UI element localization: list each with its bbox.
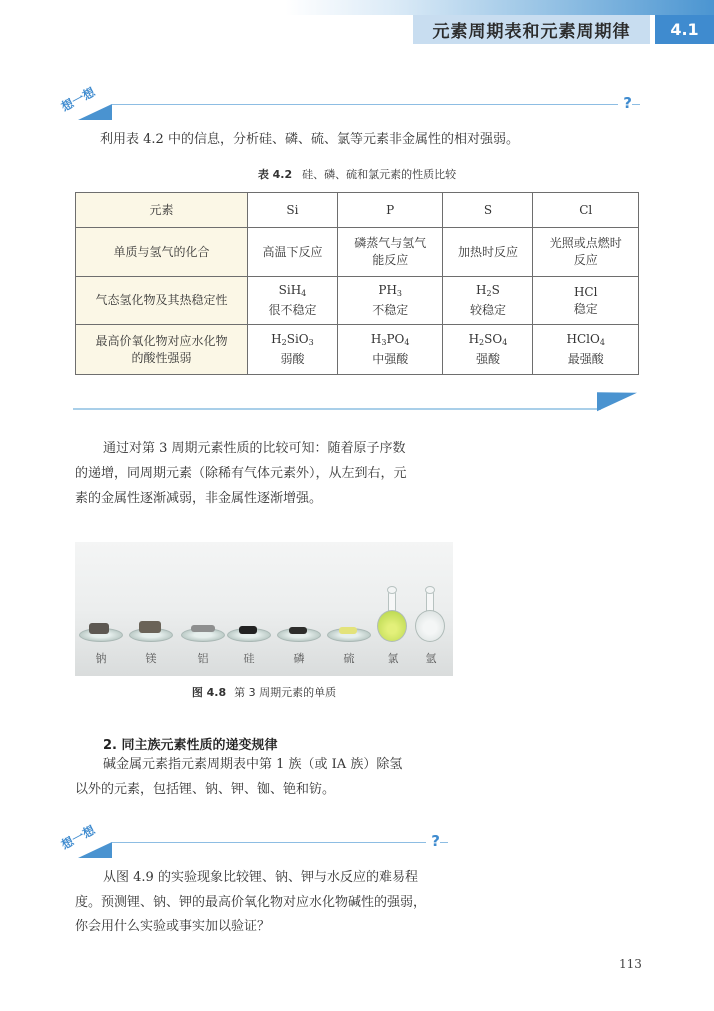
table-cell: HClO$_4$ 最强酸	[533, 325, 639, 375]
table-header-cell: S	[443, 193, 533, 228]
table-header-cell: Si	[248, 193, 338, 228]
divider	[440, 842, 448, 843]
table-caption-text: 硅、磷、硫和氯元素的性质比较	[302, 168, 457, 181]
table-cell: $H_2S$ 较稳定	[443, 277, 533, 325]
table-caption	[76, 166, 638, 182]
photo-label: 铝	[197, 652, 209, 665]
table-header-cell: P	[337, 193, 443, 228]
formula: HCl	[573, 284, 598, 299]
flask-argon	[415, 586, 445, 642]
table-header-cell: Cl	[533, 193, 639, 228]
formula: $H_3PO_4$	[370, 332, 410, 347]
body-line: 的递增，同周期元素（除稀有气体元素外），从左到右，元	[75, 466, 407, 481]
think-prompt-1: 利用表 4.2 中的信息，分析硅、磷、硫、氯等元素非金属性的相对强弱。	[100, 132, 519, 147]
think-prompt-2: 你会用什么实验或事实加以验证？	[75, 919, 271, 934]
table-cell: 光照或点燃时 反应	[533, 228, 639, 277]
element-properties-table	[75, 192, 639, 375]
sodium-sample	[89, 623, 109, 634]
think-tag-label: 想一想	[58, 84, 98, 115]
photo-label: 硅	[243, 652, 255, 665]
question-mark-icon: ?	[623, 94, 632, 112]
photo-label: 氩	[425, 652, 437, 665]
flask-chlorine	[377, 586, 407, 642]
row-label: 气态氢化物及其热稳定性	[76, 277, 248, 325]
table-cell: $H_2SO_4$ 强酸	[443, 325, 533, 375]
photo-label: 磷	[293, 652, 305, 665]
divider	[112, 842, 426, 843]
formula: $H_2SO_4$	[468, 332, 508, 347]
table-cell: 加热时反应	[443, 228, 533, 277]
figure-caption-text: 第 3 周期元素的单质	[234, 686, 337, 699]
section-heading: 2. 同主族元素性质的递变规律	[103, 738, 278, 753]
wedge-icon	[78, 842, 112, 858]
table-cell: $H_3PO_4$ 中强酸	[337, 325, 443, 375]
body-line: 素的金属性逐渐减弱，非金属性逐渐增强。	[75, 491, 323, 506]
body-line: 通过对第 3 周期元素性质的比较可知：随着原子序数	[103, 441, 406, 456]
divider	[112, 104, 618, 105]
table-cell: 磷蒸气与氢气 能反应	[337, 228, 443, 277]
magnesium-sample	[139, 621, 161, 633]
figure-caption	[75, 684, 453, 700]
think-box-header-1	[58, 84, 640, 132]
think-prompt-2: 从图 4.9 的实验现象比较锂、钠、钾与水反应的难易程	[103, 870, 418, 885]
table-cell: $PH_3$ 不稳定	[337, 277, 443, 325]
table-header-cell: 元素	[76, 193, 248, 228]
formula: $H_2S$	[476, 283, 500, 298]
think-tag-label: 想一想	[58, 822, 98, 853]
table-header-row	[76, 193, 639, 228]
table-caption-number: 表 4.2	[257, 168, 293, 181]
photo-label: 氯	[387, 652, 399, 665]
formula: $H_2SiO_3$	[271, 332, 314, 347]
think-prompt-2: 度。预测锂、钠、钾的最高价氧化物对应水化物碱性的强弱，	[75, 895, 427, 910]
table-cell: SiH$_4$ 很不稳定	[248, 277, 338, 325]
table-row	[76, 228, 639, 277]
table-row	[76, 325, 639, 375]
phosphorus-sample	[289, 627, 307, 634]
header-gradient-band	[0, 0, 714, 15]
row-label: 最高价氧化物对应水化物 的酸性强弱	[76, 325, 248, 375]
row-label: 单质与氢气的化合	[76, 228, 248, 277]
think-box-closing-line	[73, 408, 601, 410]
photo-label: 钠	[95, 652, 107, 665]
figure-photo-period3-elements	[75, 542, 453, 676]
photo-label: 镁	[145, 652, 157, 665]
silicon-sample	[239, 626, 257, 634]
sulfur-sample	[339, 627, 357, 634]
table-cell: 高温下反应	[248, 228, 338, 277]
formula: SiH$_4$	[278, 283, 307, 298]
formula: HClO$_4$	[566, 332, 605, 347]
aluminum-sample	[191, 625, 215, 632]
table-row	[76, 277, 639, 325]
formula: $PH_3$	[378, 283, 403, 298]
think-box-header-2	[58, 822, 640, 870]
figure-caption-number: 图 4.8	[191, 686, 227, 699]
arrow-icon	[597, 384, 637, 412]
question-mark-icon: ?	[431, 832, 440, 850]
divider	[632, 104, 640, 105]
table-cell: HCl 稳定	[533, 277, 639, 325]
body-line: 以外的元素，包括锂、钠、钾、铷、铯和钫。	[75, 782, 336, 797]
body-line: 碱金属元素指元素周期表中第 1 族（或 IA 族）除氢	[103, 757, 403, 772]
table-cell: $H_2SiO_3$ 弱酸	[248, 325, 338, 375]
photo-label: 硫	[343, 652, 355, 665]
page-number: 113	[619, 957, 642, 971]
chapter-title: 元素周期表和元素周期律	[413, 15, 650, 44]
section-number-badge: 4.1	[655, 15, 714, 44]
wedge-icon	[78, 104, 112, 120]
